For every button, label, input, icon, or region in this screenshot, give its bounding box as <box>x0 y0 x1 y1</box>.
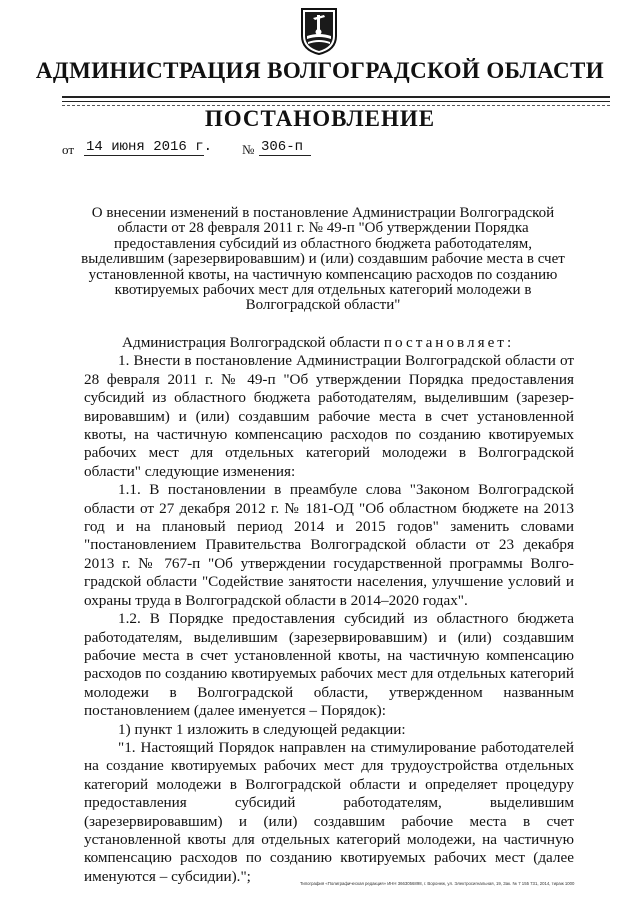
date-number-line <box>62 139 342 161</box>
document-body <box>84 334 574 886</box>
paragraph-item-1: 1) пункт 1 изложить в следующей редакции: <box>118 720 406 738</box>
paragraph-1: 1. Внести в постановление Администрации Волгоградской области от 28 февраля 2011 г. № 49-п "Об утверждении Порядка предоставления субсидий из областного бюджета работодателям, выделившим (зарезер-вировавшим) и (или) создавшим рабочие места в счет установленной квоты, на частичную компенсацию расходов по созданию квотируемых рабочих мест для отдельных категорий молодежи в Волгоградской области" следующие изменения: <box>84 352 574 480</box>
printer-imprint: Типография «Полиграфическая редакция» ИНН 3663056898, г. Воронеж, ул. Электросигнальная, 19, Зак. № 7 155 731, 2014, тираж 1000 <box>300 881 575 886</box>
paragraph-quote: "1. Настоящий Порядок направлен на стимулирование работодателей на создание квотируемых рабочих мест для трудоустройства отдельных категорий молодежи в Волгоградской области и определяет процедуру предоставления субсидий работодателям, выделившим (зарезервировавшим) и (или) создавшим рабочие места в счет установленной квоты для отдельных категорий молодежи, на частичную компенсацию расходов по созданию квотируемых рабочих мест (далее именуются – субсидии)."; <box>84 738 574 885</box>
paragraph-1-1: 1.1. В постановлении в преамбуле слова "Законом Волгоградской области от 27 декабря 2012 г. № 181-ОД "Об областном бюджете на 2013 год и на плановый период 2014 и 2015 годов" заменить словами "постановлением Правительства Волгоградской области от 23 декабря 2013 г. № 767-п "Об утверждении государственной программы Волго-градской области "Содействие занятости населения, улучшение условий и охраны труда в Волгоградской области в 2014–2020 годах". <box>84 481 574 609</box>
document-subject-title: О внесении изменений в постановление Администрации Волгоградской области от 28 февраля 2011 г. № 49-п "Об утверждении Порядка предоставления субсидий из областного бюджета работодателям, выделившим (зарезервировавшим) и (или) создавшим рабочие места в счет установленной квоты, на частичную компенсацию расходов по созданию квотируемых рабочих мест для отдельных категорий молодежи в Волгоградской области" <box>81 205 565 314</box>
intro-paragraph <box>84 334 574 352</box>
date-from-label: от <box>62 142 75 157</box>
header-rule-thick <box>62 96 610 98</box>
coat-of-arms-emblem <box>299 6 339 56</box>
document-type-title: ПОСТАНОВЛЕНИЕ <box>204 106 436 131</box>
intro-prefix: Администрация Волгоградской области <box>122 334 381 351</box>
document-number: 306-п <box>259 139 311 156</box>
header-rule-thin <box>62 101 610 102</box>
number-label: № <box>242 142 255 157</box>
document-date: 14 июня 2016 г. <box>86 139 213 155</box>
intro-verb: постановляет: <box>383 334 515 351</box>
organization-name: АДМИНИСТРАЦИЯ ВОЛГОГРАДСКОЙ ОБЛАСТИ <box>35 58 605 83</box>
paragraph-1-2: 1.2. В Порядке предоставления субсидий из областного бюджета работодателям, выделившим (зарезервировавшим) и (или) создавшим рабочие места в счет установленной квоты, на частичную компенсацию расходов по созданию квотируемых рабочих мест для отдельных категорий молодежи в Волгоградской области, утвержденном названным постановлением (далее именуется – Порядок): <box>84 610 574 720</box>
